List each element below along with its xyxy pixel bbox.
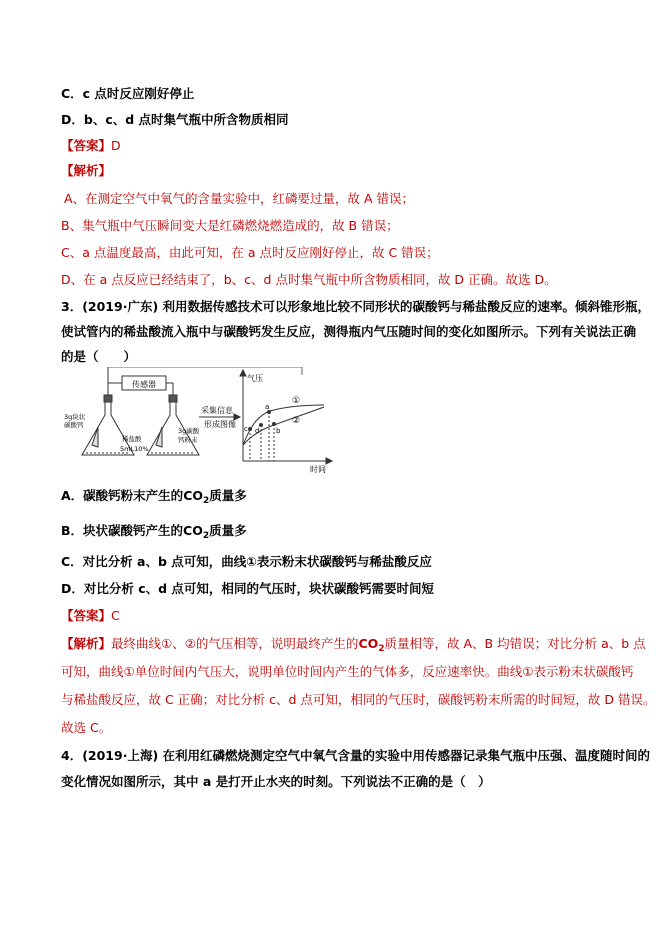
- collect-label: 形成图像: [204, 420, 236, 429]
- formula-sub: 2: [202, 531, 210, 541]
- right-flask-label: 3g碳酸: [178, 427, 200, 435]
- q2-analysis-line: D、在 a 点反应已经结束了，b、c、d 点时集气瓶中所含物质相同，故 D 正确。故选 D。: [61, 272, 557, 287]
- option-text: A．碳酸钙粉末产生的: [61, 488, 184, 503]
- formula-sub: 2: [203, 496, 210, 506]
- analysis-text: 质量相等，故 A、B 均错误；对比分析 a、b 点: [384, 636, 646, 651]
- x-axis-label: 时间: [310, 465, 326, 474]
- answer-tag: 【答案】: [61, 608, 112, 623]
- analysis-tag: 【解析】: [61, 636, 112, 651]
- curve-2-label: ②: [292, 416, 301, 426]
- experiment-figure: [62, 367, 362, 477]
- left-flask-label: 碳酸钙: [64, 421, 84, 429]
- q2-analysis-line: A、在测定空气中氧气的含量实验中，红磷要过量，故 A 错误；: [64, 191, 415, 206]
- curve-1-label: ①: [292, 396, 301, 406]
- q3-option-c: C．对比分析 a、b 点可知，曲线①表示粉末状碳酸钙与稀盐酸反应: [61, 554, 432, 569]
- q3-analysis-line: 与稀盐酸反应，故 C 正确；对比分析 c、d 点可知，相同的气压时，碳酸钙粉末所需的时间短，故 D 错误。: [61, 692, 656, 707]
- q3-analysis-line: [61, 634, 646, 659]
- acid-label: 稀盐酸: [122, 435, 142, 443]
- sensor-label: 传感器: [132, 380, 156, 389]
- q3-option-d: D．对比分析 c、d 点可知，相同的气压时，块状碳酸钙需要时间短: [61, 581, 434, 596]
- co2-formula: [358, 636, 385, 654]
- q2-answer: [61, 136, 121, 156]
- left-flask-label: 3g块状: [64, 413, 86, 421]
- right-flask-label: 钙粉末: [178, 436, 198, 444]
- answer-value: D: [111, 138, 121, 153]
- formula-base: CO: [358, 636, 379, 651]
- answer-tag: 【答案】: [61, 138, 112, 153]
- acid-label: 5mL10%: [120, 445, 149, 453]
- co2-formula: [183, 523, 210, 541]
- q2-option-d: D．b、c、d 点时集气瓶中所含物质相同: [61, 112, 289, 127]
- answer-value: C: [111, 608, 120, 623]
- option-text: 质量多: [209, 488, 247, 503]
- q4-stem-line: 变化情况如图所示，其中 a 是打开止水夹的时刻。下列说法不正确的是（ ）: [61, 774, 491, 789]
- point-c-label: c: [244, 425, 248, 433]
- analysis-text: 最终曲线①、②的气压相等，说明最终产生的: [111, 636, 359, 651]
- option-text: B．块状碳酸钙产生的: [61, 523, 184, 538]
- formula-sub: 2: [378, 644, 385, 654]
- q3-answer: [61, 606, 120, 626]
- q3-stem-line: 的是（ ）: [61, 349, 137, 364]
- formula-base: CO: [183, 488, 203, 503]
- formula-base: CO: [183, 523, 203, 538]
- pressure-graph: [240, 370, 332, 464]
- q2-analysis-tag: 【解析】: [61, 163, 112, 178]
- q3-analysis-line: 可知，曲线①单位时间内气压大，说明单位时间内产生的气体多，反应速率快。曲线①表示粉末状碳酸钙: [61, 664, 634, 679]
- q3-option-b: [61, 521, 247, 546]
- q3-stem-line: 3．(2019·广东) 利用数据传感技术可以形象地比较不同形状的碳酸钙与稀盐酸反应的速率。倾斜锥形瓶，: [61, 299, 651, 314]
- co2-formula: [183, 488, 210, 506]
- q4-stem-line: 4．(2019·上海) 在利用红磷燃烧测定空气中氧气含量的实验中用传感器记录集气瓶中压强、温度随时间的: [61, 748, 651, 763]
- point-d-label: d: [255, 427, 260, 435]
- collect-label: 采集信息: [201, 406, 233, 415]
- y-axis-label: 气压: [247, 374, 263, 383]
- point-a-label: a: [265, 403, 270, 411]
- q3-option-a: [61, 486, 247, 511]
- q2-analysis-line: B、集气瓶中气压瞬间变大是红磷燃烧燃造成的，故 B 错误；: [61, 218, 399, 233]
- curve-2: [243, 407, 324, 445]
- option-text: 质量多: [209, 523, 247, 538]
- q2-analysis-line: C、a 点温度最高，由此可知，在 a 点时反应刚好停止，故 C 错误；: [61, 245, 439, 260]
- q3-stem-line: 使试管内的稀盐酸流入瓶中与碳酸钙发生反应，测得瓶内气压随时间的变化如图所示。下列有关说法正确: [61, 324, 637, 339]
- point-b-label: b: [276, 427, 281, 435]
- figure-svg: [62, 367, 362, 477]
- q2-option-c: C．c 点时反应刚好停止: [61, 86, 195, 101]
- right-flask: [147, 383, 199, 455]
- q3-analysis-line: 故选 C。: [61, 720, 112, 735]
